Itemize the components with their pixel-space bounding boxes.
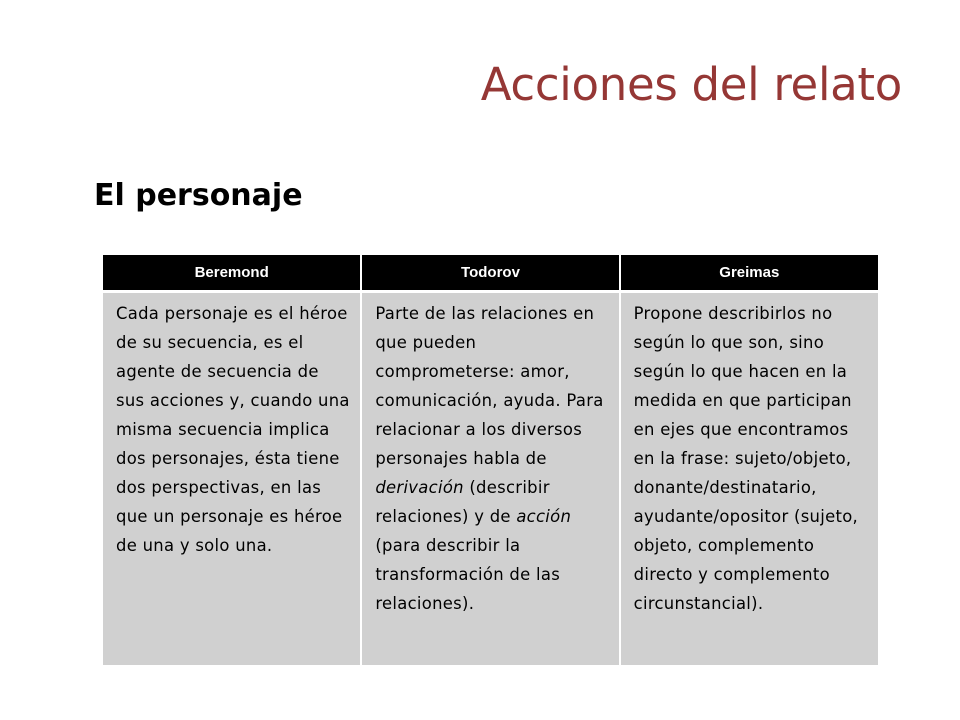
todorov-text-part2: (describir relaciones) y de bbox=[375, 478, 550, 526]
comparison-table bbox=[103, 255, 878, 665]
table-header-row bbox=[103, 255, 878, 292]
cell-todorov bbox=[361, 292, 619, 665]
cell-greimas: Propone describirlos no según lo que son, sino según lo que hacen en la medida en que participan en ejes que encontramos en la frase: sujeto/objeto, donante/destinatario, ayudante/opositor (sujeto, objeto, complemento directo y complemento circunstancial). bbox=[620, 292, 878, 665]
table-row bbox=[103, 292, 878, 665]
slide-title: Acciones del relato bbox=[480, 58, 902, 111]
header-greimas: Greimas bbox=[620, 255, 878, 292]
cell-beremond: Cada personaje es el héroe de su secuencia, es el agente de secuencia de sus acciones y, cuando una misma secuencia implica dos personajes, ésta tiene dos perspectivas, en las que un personaje es héroe de una y solo una. bbox=[103, 292, 361, 665]
todorov-term-accion: acción bbox=[516, 507, 572, 526]
todorov-term-derivacion: derivación bbox=[375, 478, 464, 497]
todorov-text-part1: Parte de las relaciones en que pueden comprometerse: amor, comunicación, ayuda. Para relacionar a los diversos personajes habla de bbox=[375, 304, 604, 468]
slide-subtitle: El personaje bbox=[94, 178, 303, 213]
header-todorov: Todorov bbox=[361, 255, 619, 292]
header-beremond: Beremond bbox=[103, 255, 361, 292]
todorov-text-part3: (para describir la transformación de las relaciones). bbox=[375, 536, 561, 613]
